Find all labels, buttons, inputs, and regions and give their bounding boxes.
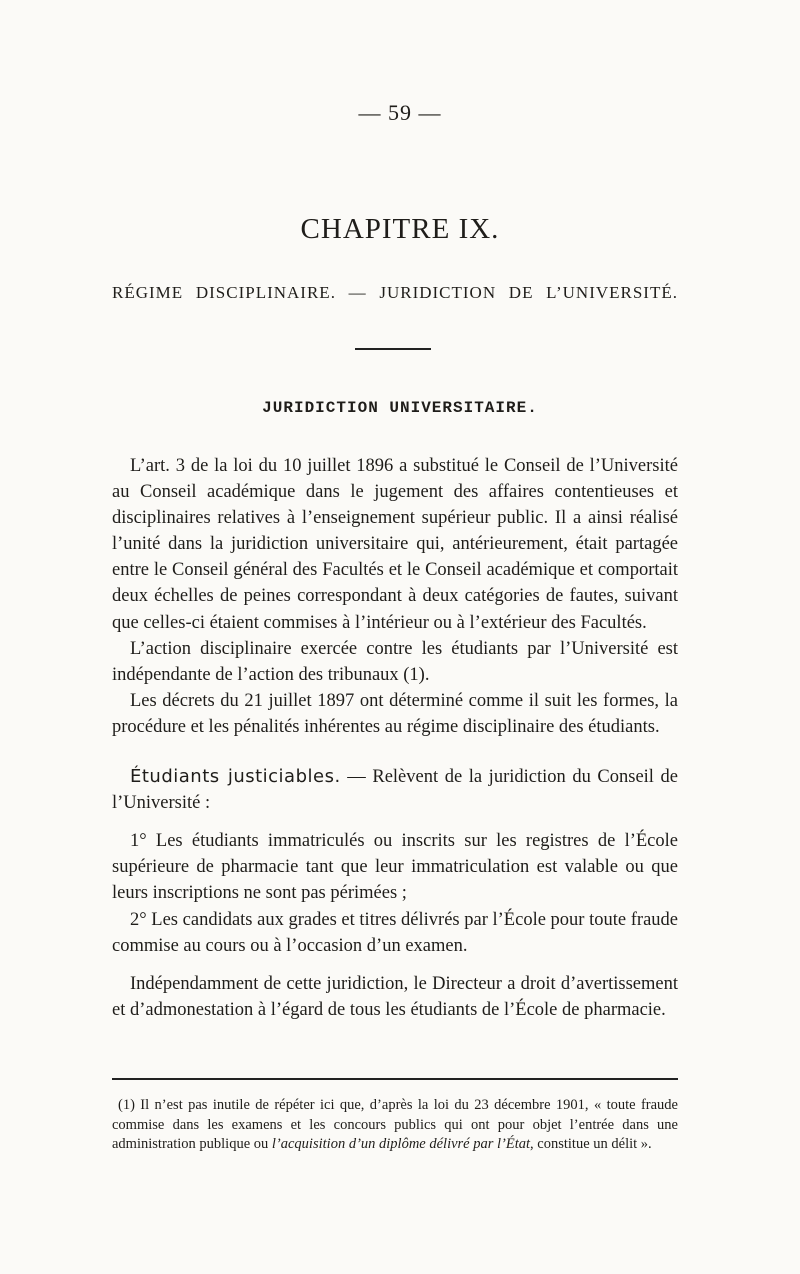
footnote (112, 1096, 678, 1155)
chapter-title: CHAPITRE IX. (300, 213, 500, 245)
paragraph: L’action disciplinaire exercée contre les étudiants par l’Université est indépendante de l’action des tribunaux (1). (112, 638, 678, 685)
footnote-italic: l’acquisition d’un diplôme délivré par l’État (271, 1136, 531, 1152)
footnote-text-end: , constitue un délit ». (530, 1136, 652, 1152)
paragraph: L’art. 3 de la loi du 10 juillet 1896 a substitué le Conseil de l’Université au Conseil académique dans le jugement des affaires contentieuses et disciplinaires relatives à l’enseignement supérieur public. Il a ainsi réalisé l’unité dans la juridiction universitaire qui, antérieurement, était partagée entre le Conseil général des Facultés et le Conseil académique et comportait deux échelles de peines correspondant à deux catégories de fautes, suivant que celles-ci étaient commises à l’intérieur ou à l’extérieur des Facultés. (112, 456, 678, 633)
page-number: — 59 — (358, 100, 442, 125)
justiciables-paragraph (112, 764, 678, 816)
paragraph: Les décrets du 21 juillet 1897 ont déterminé comme il suit les formes, la procédure et les pénalités inhérentes au régime disciplinaire des étudiants. (112, 690, 678, 737)
body-text (112, 453, 678, 1023)
list-item: 1° Les étudiants immatriculés ou inscrits sur les registres de l’École supérieure de pharmacie tant que leur immatriculation est valable ou que leurs inscriptions ne sont pas périmées ; (112, 831, 678, 904)
list-item: 2° Les candidats aux grades et titres délivrés par l’École pour toute fraude commise au cours ou à l’occasion d’un examen. (112, 909, 678, 956)
justiciables-lead: Étudiants justiciables. (130, 766, 341, 788)
closing-paragraph: Indépendamment de cette juridiction, le Directeur a droit d’avertissement et d’admonestation à l’égard de tous les étudiants de l’École de pharmacie. (112, 973, 678, 1020)
section-heading: JURIDICTION UNIVERSITAIRE. (262, 399, 538, 417)
section-divider (355, 348, 431, 350)
footnote-text: (1) Il n’est pas inutile de répéter ici que, d’après la loi du 23 décembre 1901, « toute fraude commise dans les examens et les concours publics qui ont pour objet l’entrée dans une administration publique ou (112, 1097, 678, 1152)
justiciables-intro: — Relèvent de la juridiction du Conseil de l’Université : (112, 767, 678, 814)
footnote-rule (112, 1078, 678, 1080)
chapter-subtitle: RÉGIME DISCIPLINAIRE. — JURIDICTION DE L’UNIVERSITÉ. (112, 283, 678, 302)
